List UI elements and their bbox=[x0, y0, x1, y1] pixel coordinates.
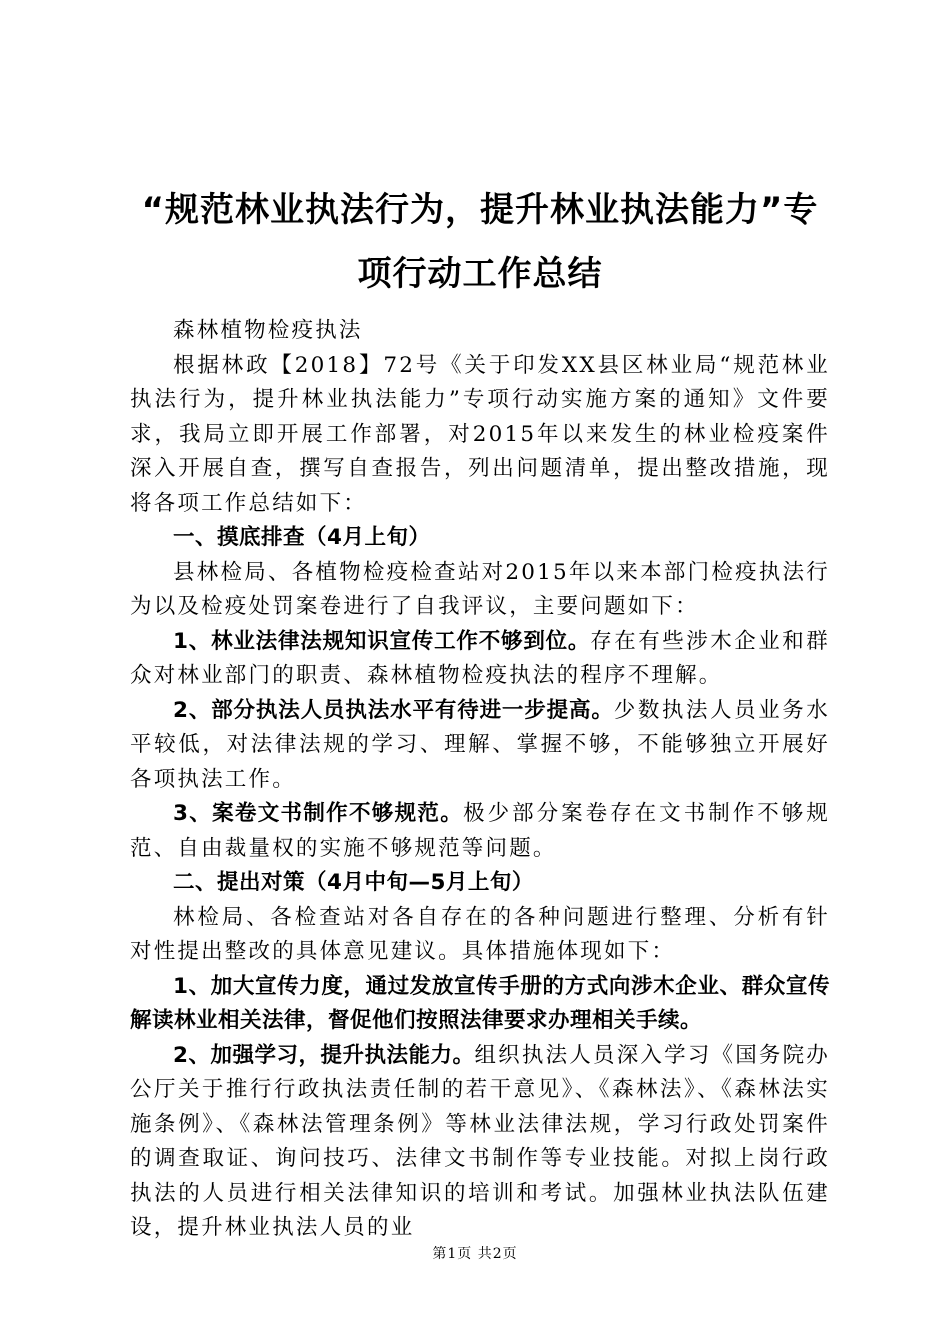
section1-item-2 bbox=[130, 694, 830, 798]
section2-item-2 bbox=[130, 1039, 830, 1246]
document-title bbox=[116, 178, 844, 306]
item-lead: 1、加大宣传力度，通过发放宣传手册的方式向涉木企业、群众宣传解读林业相关法律，督促他们按照法律要求办理相关手续。 bbox=[130, 973, 830, 1033]
document-body bbox=[130, 314, 830, 1246]
section1-text: 县林检局、各植物检疫检查站对2015年以来本部门检疫执法行为以及检疫处罚案卷进行了自我评议，主要问题如下： bbox=[130, 559, 830, 619]
section2-heading: 二、提出对策（4月中旬—5月上旬） bbox=[173, 870, 534, 895]
title-line-1: “规范林业执法行为，提升林业执法能力”专 bbox=[141, 190, 819, 230]
title-line-2: 项行动工作总结 bbox=[357, 254, 603, 294]
item-lead: 2、部分执法人员执法水平有待进一步提高。 bbox=[173, 697, 614, 723]
section1-heading: 一、摸底排查（4月上旬） bbox=[173, 525, 431, 550]
section2-item-1 bbox=[130, 970, 830, 1039]
page-footer: 第1页 共2页 bbox=[432, 1246, 518, 1262]
item-text: 组织执法人员深入学习《国务院办公厅关于推行行政执法责任制的若干意见》、《森林法》、《森林法实施条例》、《森林法管理条例》等林业法律法规，学习行政处罚案件的调查取证、询问技巧、法律文书制作等专业技能。对拟上岗行政执法的人员进行相关法律知识的培训和考试。加强林业执法队伍建设，提升林业执法人员的业 bbox=[130, 1042, 830, 1240]
item-lead: 2、加强学习，提升执法能力。 bbox=[173, 1042, 475, 1068]
section2-text: 林检局、各检查站对各自存在的各种问题进行整理、分析有针对性提出整改的具体意见建议。具体措施体现如下： bbox=[130, 904, 830, 964]
subtitle: 森林植物检疫执法 bbox=[173, 318, 363, 343]
item-text: 少数执法人员业务水平较低，对法律法规的学习、理解、掌握不够，不能够独立开展好各项执法工作。 bbox=[130, 697, 830, 792]
item-text: 极少部分案卷存在文书制作不够规范、自由裁量权的实施不够规范等问题。 bbox=[130, 801, 830, 861]
section1-item-1 bbox=[130, 625, 830, 694]
section1-item-3 bbox=[130, 797, 830, 866]
item-lead: 3、案卷文书制作不够规范。 bbox=[173, 801, 464, 826]
document-page bbox=[130, 178, 830, 1246]
intro-paragraph: 根据林政【2018】72号《关于印发XX县区林业局“规范林业执法行为，提升林业执法能力”专项行动实施方案的通知》文件要求，我局立即开展工作部署，对2015年以来发生的林业检疫案件深入开展自查，撰写自查报告，列出问题清单，提出整改措施，现将各项工作总结如下： bbox=[130, 352, 830, 516]
item-lead: 1、林业法律法规知识宣传工作不够到位。 bbox=[173, 628, 591, 654]
item-text: 存在有些涉木企业和群众对林业部门的职责、森林植物检疫执法的程序不理解。 bbox=[130, 628, 830, 688]
